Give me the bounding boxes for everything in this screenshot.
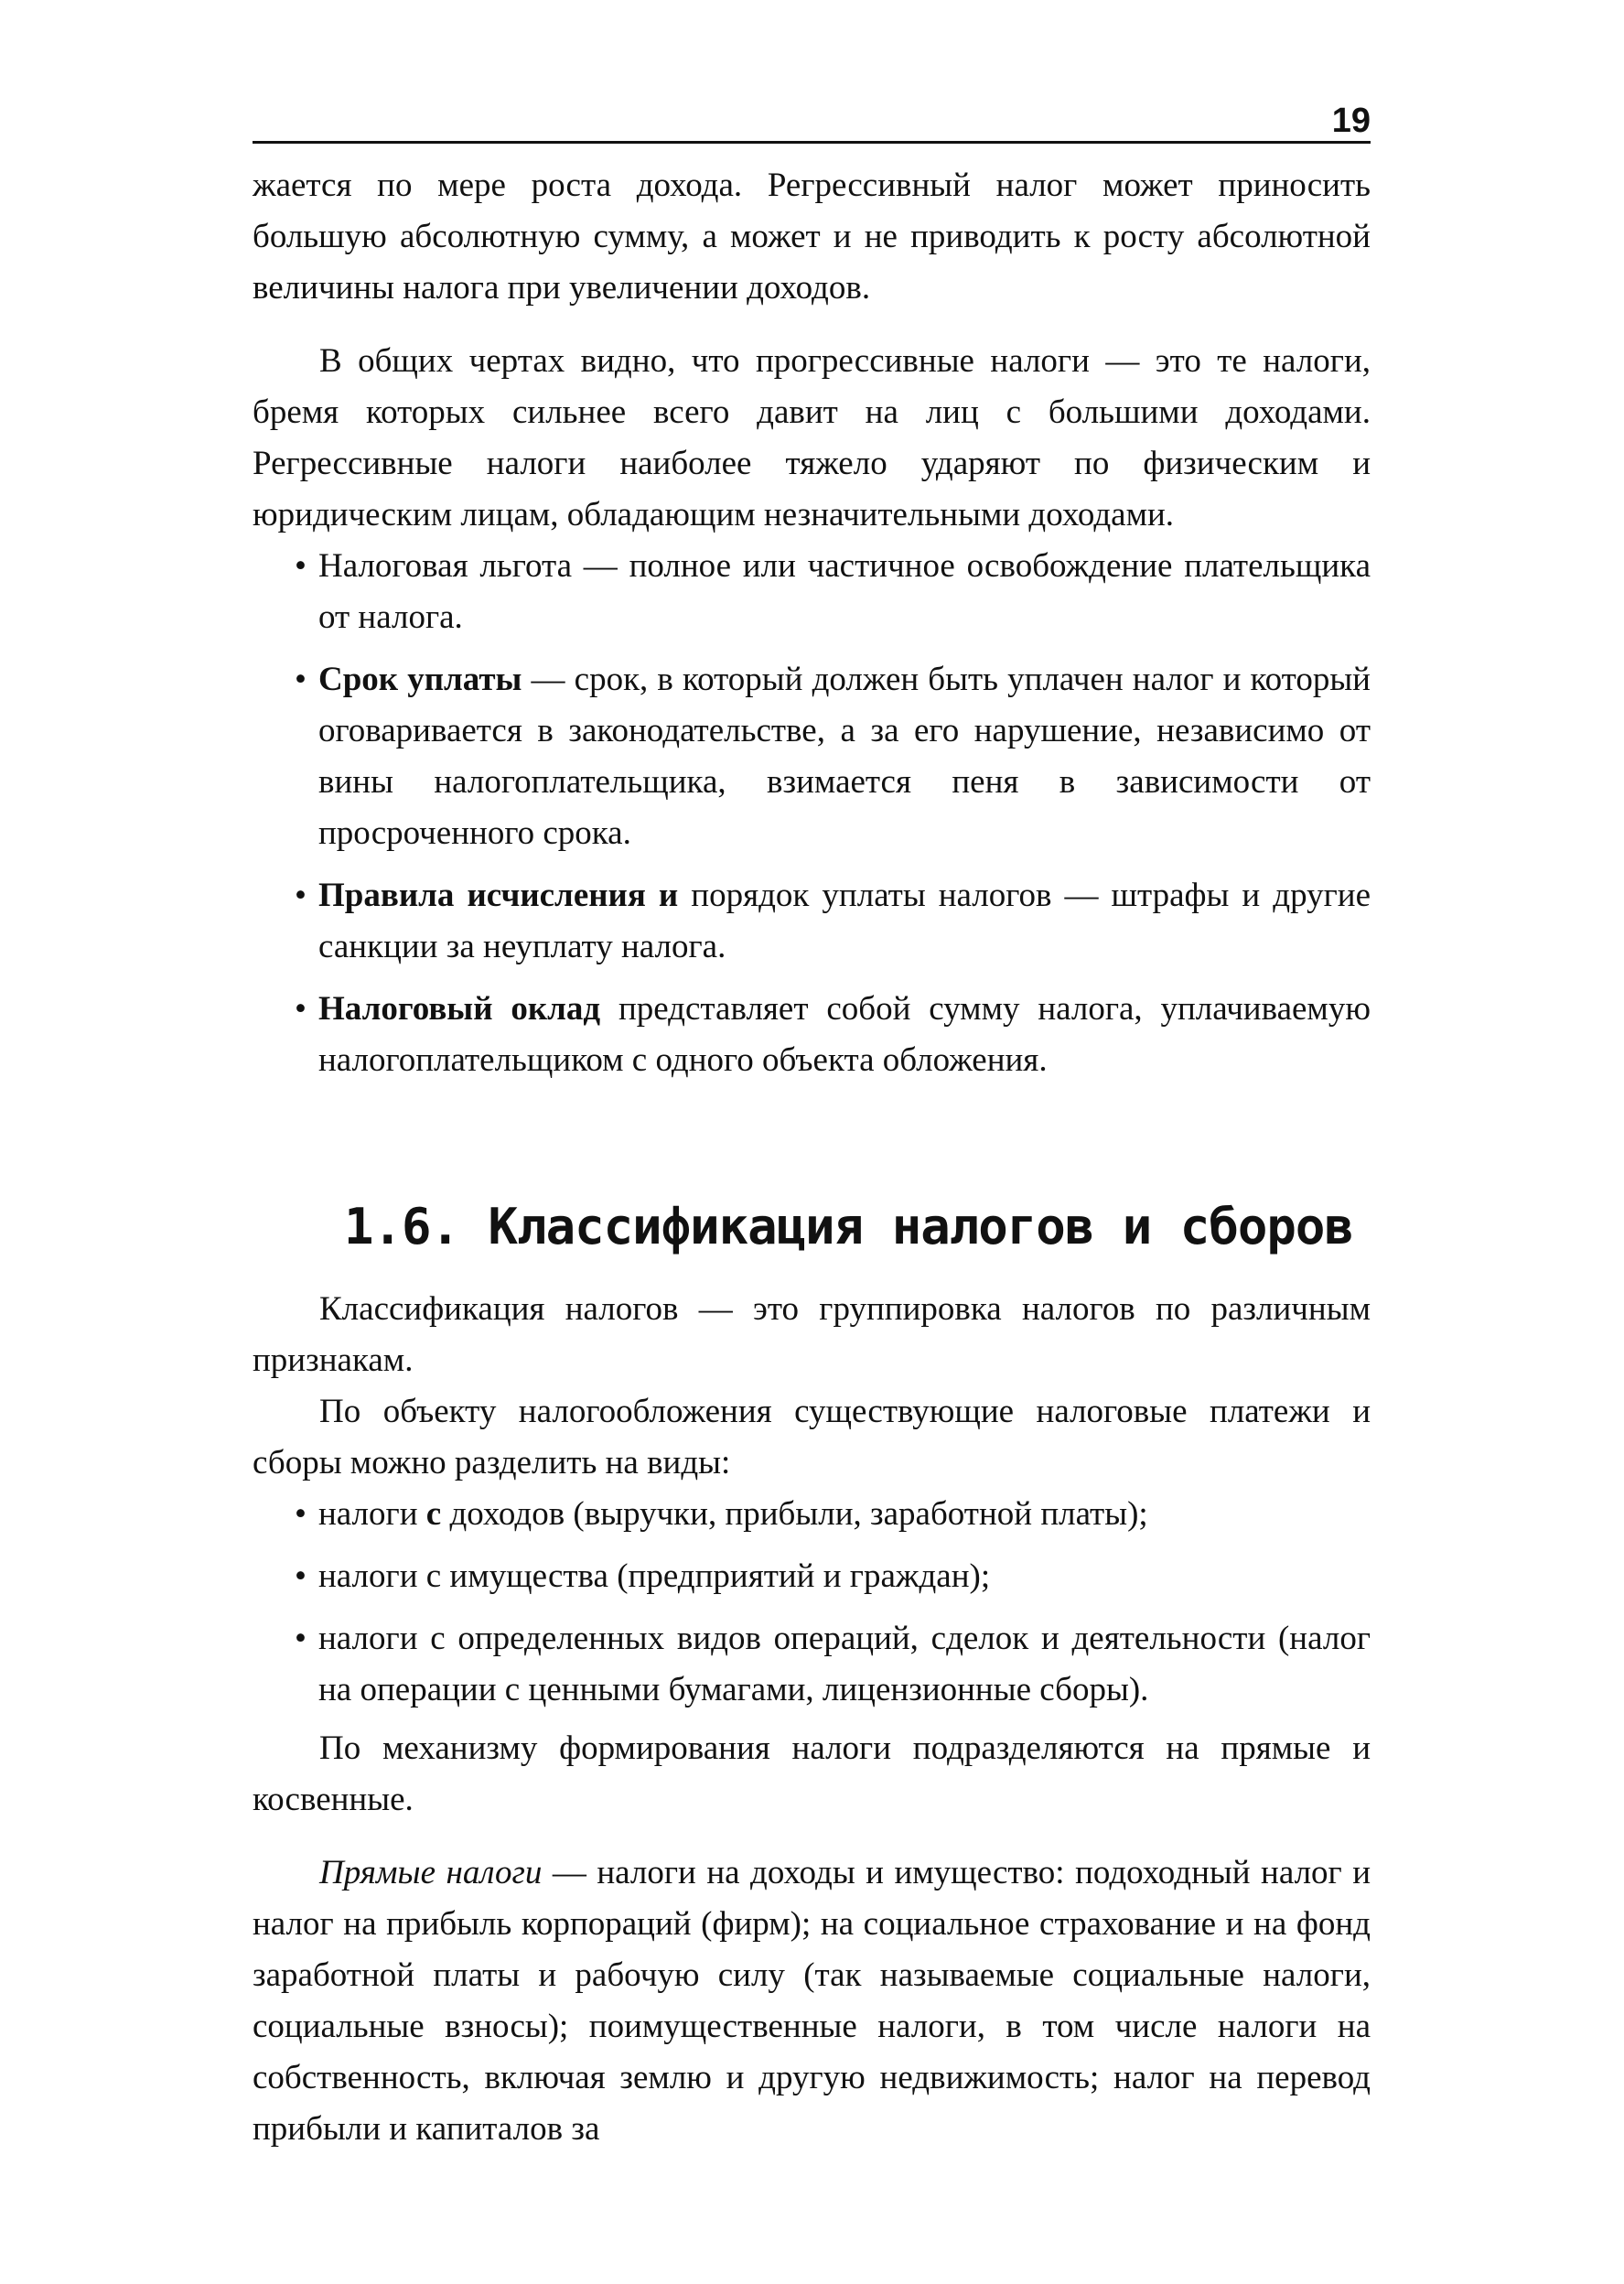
list-item: • Налоговый оклад представляет собой сумму налога, уплачиваемую налогоплательщиком с одного объекта обложения. — [253, 984, 1371, 1086]
list-item: • Срок уплаты — срок, в который должен быть уплачен налог и который оговаривается в законодательстве, а за его нарушение, независимо от вины налогоплательщика, взимается пеня в зависимости от просроченного срока. — [253, 654, 1371, 859]
list-item: • Правила исчисления и порядок уплаты налогов — штрафы и другие санкции за неуплату налога. — [253, 870, 1371, 973]
term-nalogovyi-oklad: Налоговый оклад — [318, 990, 601, 1028]
paragraph-by-object: По объекту налогообложения существующие налоговые платежи и сборы можно разделить на виды: — [253, 1393, 1371, 1481]
list-item: • налоги с имущества (предприятий и граждан); — [253, 1551, 1371, 1602]
term-direct-taxes: Прямые налоги — [319, 1854, 543, 1891]
object-types-list — [253, 1489, 1371, 1716]
bullet-icon: • — [295, 1495, 307, 1533]
definitions-list — [253, 541, 1371, 1086]
term-pravila-ischisleniya: Правила исчисления и — [318, 877, 679, 914]
section-heading: 1.6. Классификация налогов и сборов — [344, 1198, 1353, 1255]
paragraph-continued: жается по мере роста дохода. Регрессивный налог может приносить большую абсолютную сумму, а может и не приводить к росту абсолютной величины налога при увеличении доходов. — [253, 167, 1371, 307]
bullet-icon: • — [295, 877, 307, 914]
paragraph-classification-intro: Классификация налогов — это группировка налогов по различным признакам. — [253, 1290, 1371, 1379]
running-header — [253, 92, 1371, 144]
term-srok-uplaty: Срок уплаты — [318, 661, 522, 698]
bullet-icon: • — [295, 661, 307, 698]
bullet-icon: • — [295, 990, 307, 1028]
paragraph-direct-taxes: Прямые налоги — налоги на доходы и имущество: подоходный налог и налог на прибыль корпораций (фирм); на социальное страхование и на фонд заработной платы и рабочую силу (так называемые социальные налоги, социальные взносы); поимущественные налоги, в том числе налоги на собственность, включая землю и другую недвижимость; налог на перевод прибыли и капиталов за — [253, 1854, 1371, 2148]
book-page — [253, 92, 1371, 2155]
bullet-icon: • — [295, 547, 307, 585]
paragraph-by-mechanism: По механизму формирования налоги подразделяются на прямые и косвенные. — [253, 1729, 1371, 1818]
page-number: 19 — [1331, 102, 1371, 140]
bullet-icon: • — [295, 1557, 307, 1595]
paragraph-progressive-regressive: В общих чертах видно, что прогрессивные налоги — это те налоги, бремя которых сильнее всего давит на лиц с большими доходами. Регрессивные налоги наиболее тяжело ударяют по физическим и юридическим лицам, обладающим незначительными доходами. — [253, 342, 1371, 533]
list-item: • налоги с доходов (выручки, прибыли, заработной платы); — [253, 1489, 1371, 1540]
list-item: • Налоговая льгота — полное или частичное освобождение плательщика от налога. — [253, 541, 1371, 643]
list-item: • налоги с определенных видов операций, сделок и деятельности (налог на операции с ценными бумагами, лицензионные сборы). — [253, 1613, 1371, 1716]
bullet-icon: • — [295, 1620, 307, 1657]
